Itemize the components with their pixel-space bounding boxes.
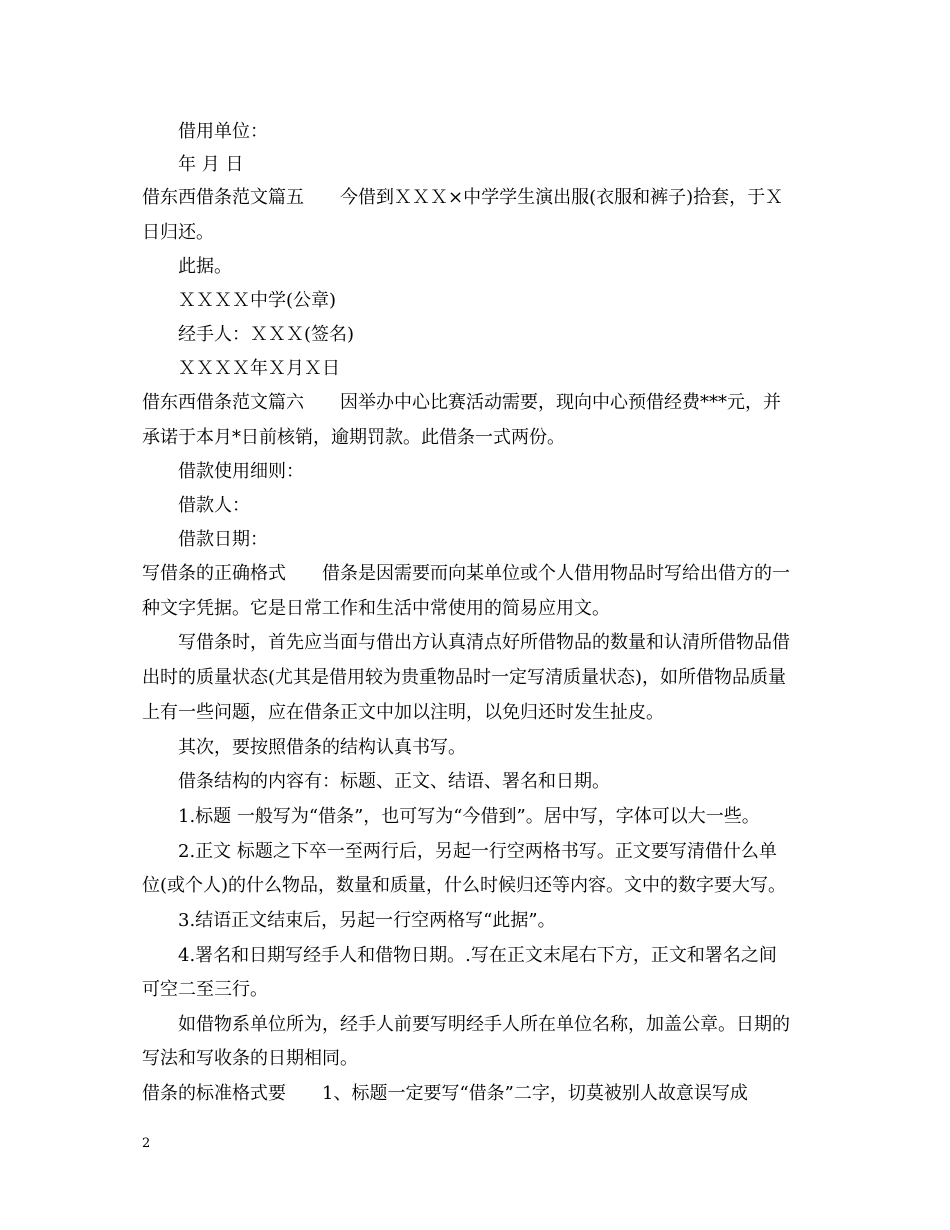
- page-number: 2: [142, 1136, 151, 1151]
- text-line: 经手人：ＸＸＸ(签名): [178, 324, 355, 345]
- text-line: 借用单位：: [178, 121, 268, 142]
- text-line: 写借条时，首先应当面与借出方认真清点好所借物品的数量和认清所借物品借: [178, 632, 790, 653]
- text-line: 上有一些问题，应在借条正文中加以注明，以免归还时发生扯皮。: [142, 702, 664, 723]
- text-line: 如借物系单位所为，经手人前要写明经手人所在单位名称，加盖公章。日期的: [178, 1014, 790, 1035]
- text-line: 年 月 日: [178, 154, 244, 175]
- section-heading-line: [142, 1082, 814, 1106]
- section-heading: 写借条的正确格式: [142, 563, 286, 584]
- section-heading-line: [142, 562, 814, 586]
- text-line: 承诺于本月*日前核销，逾期罚款。此借条一式两份。: [142, 427, 565, 448]
- text-run: 借条是因需要而向某单位或个人借用物品时写给出借方的一: [322, 563, 790, 584]
- section-heading-line: [142, 391, 814, 415]
- text-line: 其次，要按照借条的结构认真书写。: [178, 737, 466, 758]
- text-line: 1.标题 一般写为“借条”，也可写为“今借到”。居中写，字体可以大一些。: [178, 806, 760, 827]
- text-run: 因举办中心比赛活动需要，现向中心预借经费***元，并: [340, 392, 781, 413]
- text-line: 3.结语正文结束后，另起一行空两格写“此据”。: [178, 910, 556, 931]
- section-heading-line: [142, 186, 814, 210]
- section-heading: 借东西借条范文篇五: [142, 187, 304, 208]
- section-heading: 借条的标准格式要: [142, 1083, 286, 1104]
- text-line: 位(或个人)的什么物品，数量和质量，什么时候归还等内容。文中的数字要大写。: [142, 875, 787, 896]
- text-line: ＸＸＸＸ中学(公章): [178, 290, 337, 311]
- text-line: 日归还。: [142, 222, 214, 243]
- text-line: 借款人：: [178, 495, 250, 516]
- text-line: 借款使用细则：: [178, 461, 304, 482]
- text-line: 此据。: [178, 256, 232, 277]
- section-heading: 借东西借条范文篇六: [142, 392, 304, 413]
- text-line: 出时的质量状态(尤其是借用较为贵重物品时一定写清质量状态)，如所借物品质量: [142, 667, 787, 688]
- text-run: 今借到ＸＸＸ×中学学生演出服(衣服和裤子)拾套，于Ｘ: [340, 187, 784, 208]
- text-line: 种文字凭据。它是日常工作和生活中常使用的简易应用文。: [142, 598, 610, 619]
- text-line: 写法和写收条的日期相同。: [142, 1048, 358, 1069]
- text-run: 1、标题一定要写“借条”二字，切莫被别人故意误写成: [322, 1083, 748, 1104]
- text-line: 借款日期：: [178, 529, 268, 550]
- text-line: 2.正文 标题之下卒一至两行后，另起一行空两格书写。正文要写清借什么单: [178, 841, 777, 862]
- text-line: 4.署名和日期写经手人和借物日期。.写在正文末尾右下方，正文和署名之间: [178, 945, 777, 966]
- text-line: ＸＸＸＸ年Ｘ月Ｘ日: [178, 358, 340, 379]
- text-line: 可空二至三行。: [142, 979, 268, 1000]
- text-line: 借条结构的内容有：标题、正文、结语、署名和日期。: [178, 771, 610, 792]
